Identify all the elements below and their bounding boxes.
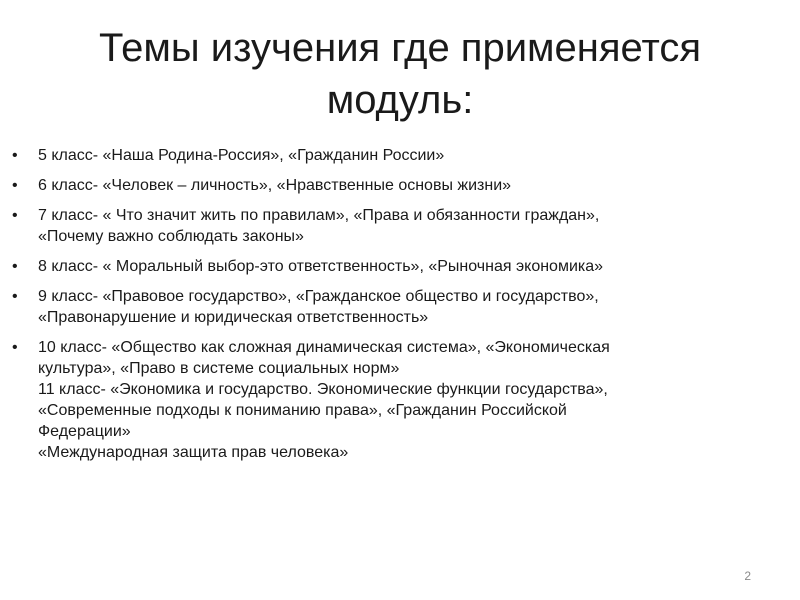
slide-title: [40, 22, 760, 126]
list-item-text: «Современные подходы к пониманию права», «Гражданин Российской: [38, 402, 567, 419]
list-item: [12, 145, 772, 166]
bullet-icon: •: [12, 258, 18, 275]
list-item-text: 6 класс- «Человек – личность», «Нравственные основы жизни»: [38, 177, 512, 194]
bullet-icon: •: [12, 177, 18, 194]
list-item-text: «Правонарушение и юридическая ответственность»: [38, 309, 429, 326]
bullet-icon: •: [12, 207, 18, 224]
list-item-text: культура», «Право в системе социальных норм»: [38, 360, 400, 377]
list-item: [12, 337, 772, 463]
title-line-2: модуль:: [326, 78, 474, 122]
list-item-text: 8 класс- « Моральный выбор-это ответственность», «Рыночная экономика»: [38, 258, 604, 275]
topics-list: [12, 145, 772, 472]
list-item-text: 5 класс- «Наша Родина-Россия», «Гражданин России»: [38, 147, 445, 164]
list-item-text: 10 класс- «Общество как сложная динамическая система», «Экономическая: [38, 339, 610, 356]
bullet-icon: •: [12, 147, 18, 164]
bullet-icon: •: [12, 288, 18, 305]
list-item-text: 9 класс- «Правовое государство», «Гражданское общество и государство»,: [38, 288, 599, 305]
list-item: [12, 286, 772, 328]
list-item-text: «Международная защита прав человека»: [38, 444, 349, 461]
page-number: 2: [744, 569, 751, 583]
list-item-text: 7 класс- « Что значит жить по правилам», «Права и обязанности граждан»,: [38, 207, 600, 224]
list-item-text: «Почему важно соблюдать законы»: [38, 228, 304, 245]
title-line-1: Темы изучения где применяется: [98, 26, 701, 70]
list-item: [12, 205, 772, 247]
list-item: [12, 256, 772, 277]
list-item-text: 11 класс- «Экономика и государство. Экономические функции государства»,: [38, 381, 608, 398]
list-item-text: Федерации»: [38, 423, 131, 440]
bullet-icon: •: [12, 339, 18, 356]
list-item: [12, 175, 772, 196]
